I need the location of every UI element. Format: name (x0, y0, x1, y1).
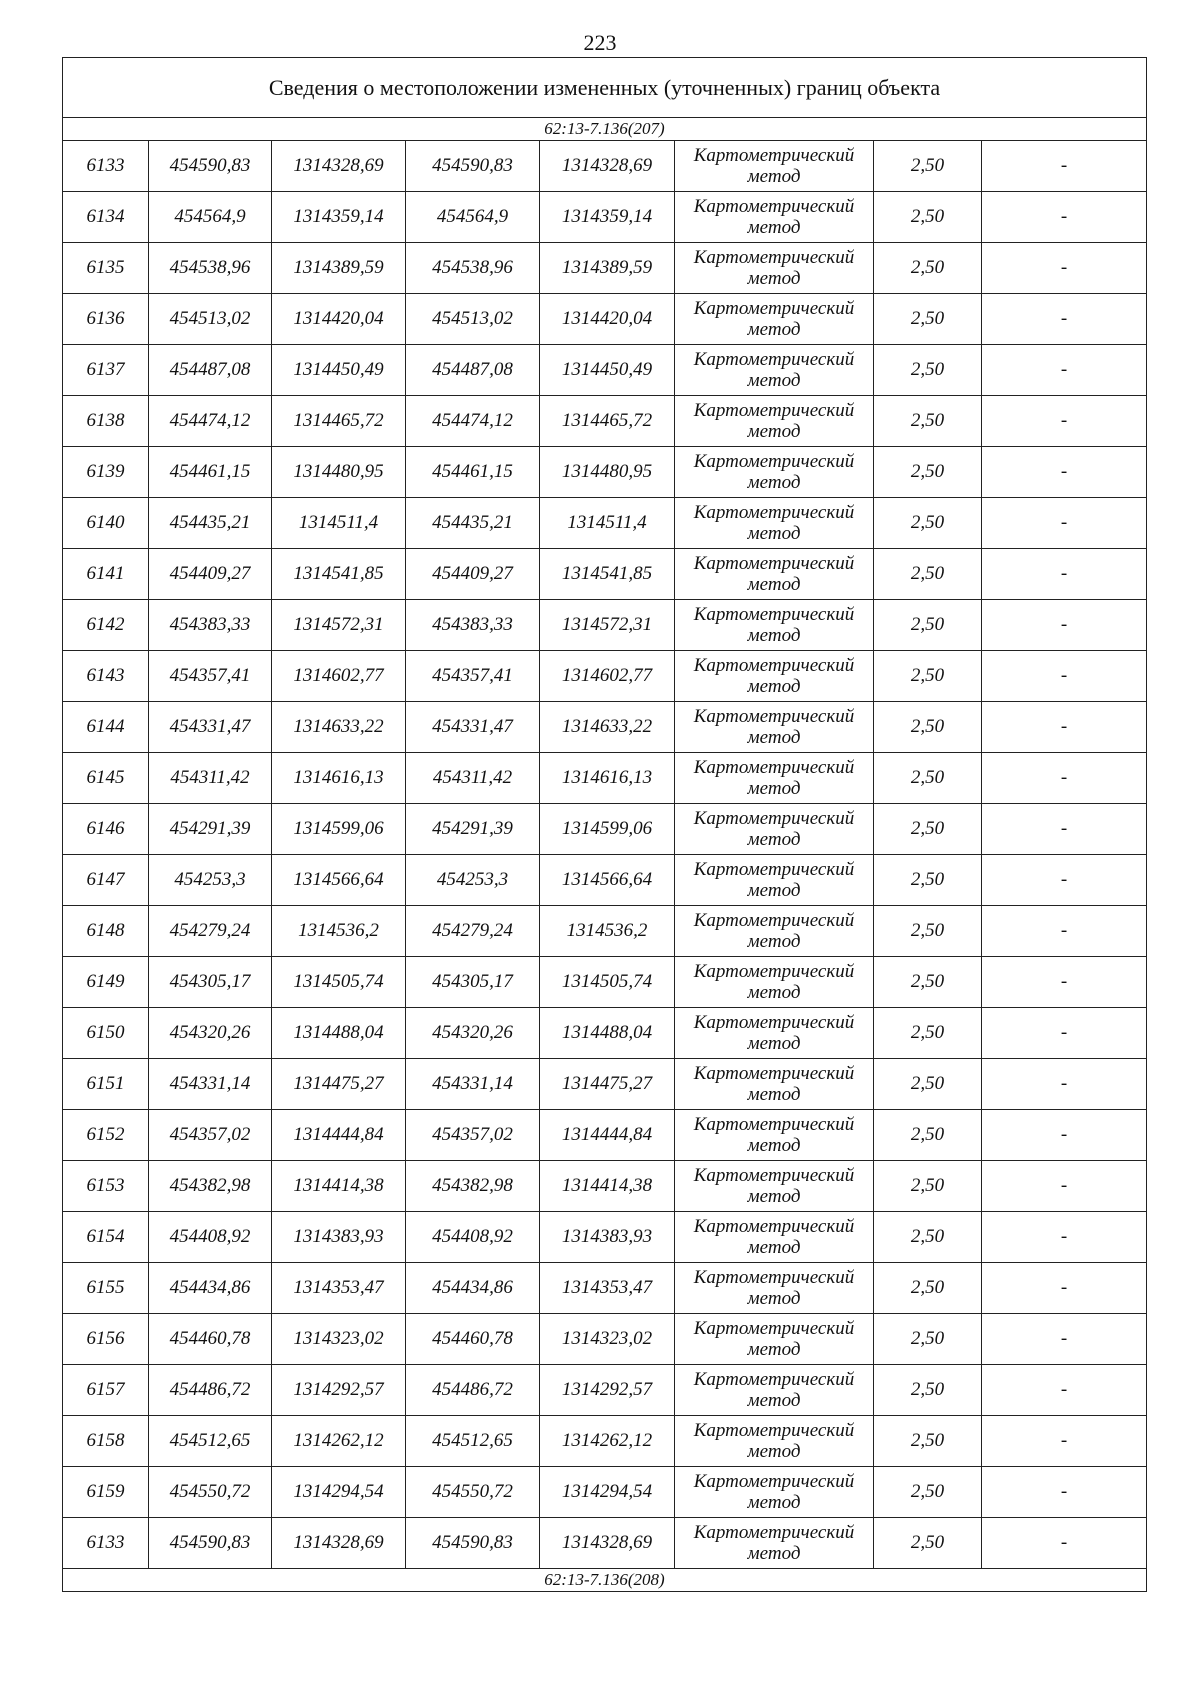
section-footer-row (63, 1569, 1147, 1592)
y-existing-cell: 1314633,22 (272, 702, 406, 753)
y-existing-cell: 1314262,12 (272, 1416, 406, 1467)
section-label-end: 62:13-7.136(208) (63, 1569, 1147, 1592)
x-existing-cell: 454331,14 (149, 1059, 272, 1110)
x-existing-cell: 454331,47 (149, 702, 272, 753)
accuracy-cell: 2,50 (874, 243, 982, 294)
x-existing-cell: 454474,12 (149, 396, 272, 447)
y-existing-cell: 1314541,85 (272, 549, 406, 600)
x-new-cell: 454305,17 (406, 957, 540, 1008)
description-cell: - (982, 192, 1147, 243)
accuracy-cell: 2,50 (874, 1263, 982, 1314)
method-cell: Картометрический метод (675, 498, 874, 549)
y-new-cell: 1314602,77 (540, 651, 675, 702)
x-new-cell: 454253,3 (406, 855, 540, 906)
y-existing-cell: 1314359,14 (272, 192, 406, 243)
method-cell: Картометрический метод (675, 855, 874, 906)
y-new-cell: 1314488,04 (540, 1008, 675, 1059)
y-new-cell: 1314599,06 (540, 804, 675, 855)
y-existing-cell: 1314566,64 (272, 855, 406, 906)
y-existing-cell: 1314616,13 (272, 753, 406, 804)
method-cell: Картометрический метод (675, 957, 874, 1008)
method-cell: Картометрический метод (675, 243, 874, 294)
x-new-cell: 454461,15 (406, 447, 540, 498)
description-cell: - (982, 1008, 1147, 1059)
x-existing-cell: 454513,02 (149, 294, 272, 345)
x-new-cell: 454486,72 (406, 1365, 540, 1416)
description-cell: - (982, 651, 1147, 702)
method-cell: Картометрический метод (675, 1467, 874, 1518)
accuracy-cell: 2,50 (874, 651, 982, 702)
table-row (63, 1467, 1147, 1518)
y-existing-cell: 1314475,27 (272, 1059, 406, 1110)
y-existing-cell: 1314599,06 (272, 804, 406, 855)
table-row (63, 498, 1147, 549)
description-cell: - (982, 1467, 1147, 1518)
accuracy-cell: 2,50 (874, 345, 982, 396)
method-cell: Картометрический метод (675, 192, 874, 243)
x-existing-cell: 454409,27 (149, 549, 272, 600)
y-new-cell: 1314450,49 (540, 345, 675, 396)
accuracy-cell: 2,50 (874, 702, 982, 753)
table-row (63, 1008, 1147, 1059)
method-cell: Картометрический метод (675, 1518, 874, 1569)
x-new-cell: 454513,02 (406, 294, 540, 345)
y-new-cell: 1314633,22 (540, 702, 675, 753)
y-new-cell: 1314480,95 (540, 447, 675, 498)
y-new-cell: 1314383,93 (540, 1212, 675, 1263)
x-existing-cell: 454564,9 (149, 192, 272, 243)
table-row (63, 600, 1147, 651)
y-existing-cell: 1314572,31 (272, 600, 406, 651)
description-cell: - (982, 702, 1147, 753)
x-existing-cell: 454590,83 (149, 1518, 272, 1569)
point-number-cell: 6145 (63, 753, 149, 804)
x-existing-cell: 454461,15 (149, 447, 272, 498)
method-cell: Картометрический метод (675, 549, 874, 600)
point-number-cell: 6138 (63, 396, 149, 447)
method-cell: Картометрический метод (675, 447, 874, 498)
table-row (63, 294, 1147, 345)
section-label-start: 62:13-7.136(207) (63, 118, 1147, 141)
description-cell: - (982, 345, 1147, 396)
table-title-row (63, 58, 1147, 118)
accuracy-cell: 2,50 (874, 1008, 982, 1059)
table-row (63, 1059, 1147, 1110)
table-row (63, 1110, 1147, 1161)
y-new-cell: 1314566,64 (540, 855, 675, 906)
y-new-cell: 1314475,27 (540, 1059, 675, 1110)
table-row (63, 549, 1147, 600)
x-existing-cell: 454590,83 (149, 141, 272, 192)
y-existing-cell: 1314480,95 (272, 447, 406, 498)
accuracy-cell: 2,50 (874, 753, 982, 804)
x-new-cell: 454434,86 (406, 1263, 540, 1314)
description-cell: - (982, 957, 1147, 1008)
method-cell: Картометрический метод (675, 1314, 874, 1365)
x-existing-cell: 454357,02 (149, 1110, 272, 1161)
x-existing-cell: 454434,86 (149, 1263, 272, 1314)
table-row (63, 1518, 1147, 1569)
description-cell: - (982, 804, 1147, 855)
x-new-cell: 454320,26 (406, 1008, 540, 1059)
method-cell: Картометрический метод (675, 651, 874, 702)
y-existing-cell: 1314294,54 (272, 1467, 406, 1518)
method-cell: Картометрический метод (675, 1059, 874, 1110)
description-cell: - (982, 1416, 1147, 1467)
description-cell: - (982, 1212, 1147, 1263)
point-number-cell: 6150 (63, 1008, 149, 1059)
y-existing-cell: 1314414,38 (272, 1161, 406, 1212)
y-new-cell: 1314328,69 (540, 141, 675, 192)
table-title: Сведения о местоположении измененных (уточненных) границ объекта (63, 58, 1147, 118)
x-existing-cell: 454550,72 (149, 1467, 272, 1518)
description-cell: - (982, 498, 1147, 549)
point-number-cell: 6154 (63, 1212, 149, 1263)
y-new-cell: 1314420,04 (540, 294, 675, 345)
table-row (63, 1161, 1147, 1212)
x-new-cell: 454538,96 (406, 243, 540, 294)
x-new-cell: 454291,39 (406, 804, 540, 855)
point-number-cell: 6155 (63, 1263, 149, 1314)
method-cell: Картометрический метод (675, 1008, 874, 1059)
point-number-cell: 6149 (63, 957, 149, 1008)
y-new-cell: 1314294,54 (540, 1467, 675, 1518)
accuracy-cell: 2,50 (874, 192, 982, 243)
point-number-cell: 6146 (63, 804, 149, 855)
accuracy-cell: 2,50 (874, 447, 982, 498)
table-row (63, 243, 1147, 294)
boundary-coordinates-table (62, 57, 1147, 1592)
point-number-cell: 6140 (63, 498, 149, 549)
accuracy-cell: 2,50 (874, 1365, 982, 1416)
y-new-cell: 1314262,12 (540, 1416, 675, 1467)
point-number-cell: 6135 (63, 243, 149, 294)
x-new-cell: 454590,83 (406, 141, 540, 192)
y-new-cell: 1314616,13 (540, 753, 675, 804)
x-existing-cell: 454291,39 (149, 804, 272, 855)
y-new-cell: 1314292,57 (540, 1365, 675, 1416)
x-new-cell: 454311,42 (406, 753, 540, 804)
x-new-cell: 454487,08 (406, 345, 540, 396)
point-number-cell: 6148 (63, 906, 149, 957)
x-new-cell: 454512,65 (406, 1416, 540, 1467)
y-existing-cell: 1314328,69 (272, 141, 406, 192)
y-existing-cell: 1314389,59 (272, 243, 406, 294)
point-number-cell: 6153 (63, 1161, 149, 1212)
table-row (63, 855, 1147, 906)
x-existing-cell: 454253,3 (149, 855, 272, 906)
table-row (63, 396, 1147, 447)
x-existing-cell: 454487,08 (149, 345, 272, 396)
y-new-cell: 1314505,74 (540, 957, 675, 1008)
accuracy-cell: 2,50 (874, 1467, 982, 1518)
table-row (63, 804, 1147, 855)
y-existing-cell: 1314602,77 (272, 651, 406, 702)
x-new-cell: 454331,47 (406, 702, 540, 753)
table-row (63, 651, 1147, 702)
x-existing-cell: 454408,92 (149, 1212, 272, 1263)
accuracy-cell: 2,50 (874, 498, 982, 549)
x-existing-cell: 454383,33 (149, 600, 272, 651)
x-new-cell: 454408,92 (406, 1212, 540, 1263)
y-existing-cell: 1314383,93 (272, 1212, 406, 1263)
point-number-cell: 6137 (63, 345, 149, 396)
y-existing-cell: 1314536,2 (272, 906, 406, 957)
method-cell: Картометрический метод (675, 600, 874, 651)
point-number-cell: 6136 (63, 294, 149, 345)
x-existing-cell: 454486,72 (149, 1365, 272, 1416)
x-new-cell: 454357,41 (406, 651, 540, 702)
y-existing-cell: 1314420,04 (272, 294, 406, 345)
x-new-cell: 454564,9 (406, 192, 540, 243)
description-cell: - (982, 396, 1147, 447)
x-existing-cell: 454357,41 (149, 651, 272, 702)
point-number-cell: 6144 (63, 702, 149, 753)
accuracy-cell: 2,50 (874, 804, 982, 855)
y-existing-cell: 1314444,84 (272, 1110, 406, 1161)
point-number-cell: 6133 (63, 141, 149, 192)
method-cell: Картометрический метод (675, 294, 874, 345)
y-existing-cell: 1314450,49 (272, 345, 406, 396)
x-new-cell: 454460,78 (406, 1314, 540, 1365)
y-new-cell: 1314389,59 (540, 243, 675, 294)
accuracy-cell: 2,50 (874, 294, 982, 345)
x-existing-cell: 454279,24 (149, 906, 272, 957)
y-new-cell: 1314353,47 (540, 1263, 675, 1314)
point-number-cell: 6156 (63, 1314, 149, 1365)
y-new-cell: 1314541,85 (540, 549, 675, 600)
x-existing-cell: 454460,78 (149, 1314, 272, 1365)
point-number-cell: 6159 (63, 1467, 149, 1518)
accuracy-cell: 2,50 (874, 1161, 982, 1212)
y-new-cell: 1314465,72 (540, 396, 675, 447)
table-row (63, 1416, 1147, 1467)
y-new-cell: 1314511,4 (540, 498, 675, 549)
table-row (63, 1314, 1147, 1365)
x-new-cell: 454279,24 (406, 906, 540, 957)
accuracy-cell: 2,50 (874, 1314, 982, 1365)
point-number-cell: 6158 (63, 1416, 149, 1467)
page-number: 223 (583, 30, 617, 55)
x-new-cell: 454474,12 (406, 396, 540, 447)
y-new-cell: 1314359,14 (540, 192, 675, 243)
method-cell: Картометрический метод (675, 1161, 874, 1212)
y-existing-cell: 1314323,02 (272, 1314, 406, 1365)
x-existing-cell: 454538,96 (149, 243, 272, 294)
description-cell: - (982, 753, 1147, 804)
y-new-cell: 1314414,38 (540, 1161, 675, 1212)
point-number-cell: 6152 (63, 1110, 149, 1161)
table-row (63, 447, 1147, 498)
y-existing-cell: 1314353,47 (272, 1263, 406, 1314)
method-cell: Картометрический метод (675, 753, 874, 804)
point-number-cell: 6134 (63, 192, 149, 243)
y-existing-cell: 1314292,57 (272, 1365, 406, 1416)
point-number-cell: 6133 (63, 1518, 149, 1569)
accuracy-cell: 2,50 (874, 1416, 982, 1467)
x-new-cell: 454357,02 (406, 1110, 540, 1161)
table-row (63, 753, 1147, 804)
method-cell: Картометрический метод (675, 345, 874, 396)
accuracy-cell: 2,50 (874, 141, 982, 192)
table-body (63, 58, 1147, 1592)
point-number-cell: 6141 (63, 549, 149, 600)
y-new-cell: 1314323,02 (540, 1314, 675, 1365)
method-cell: Картометрический метод (675, 906, 874, 957)
y-new-cell: 1314572,31 (540, 600, 675, 651)
table-row (63, 1263, 1147, 1314)
x-existing-cell: 454311,42 (149, 753, 272, 804)
description-cell: - (982, 1161, 1147, 1212)
point-number-cell: 6147 (63, 855, 149, 906)
x-new-cell: 454409,27 (406, 549, 540, 600)
accuracy-cell: 2,50 (874, 1110, 982, 1161)
x-new-cell: 454590,83 (406, 1518, 540, 1569)
point-number-cell: 6151 (63, 1059, 149, 1110)
method-cell: Картометрический метод (675, 1110, 874, 1161)
table-row (63, 1212, 1147, 1263)
method-cell: Картометрический метод (675, 1212, 874, 1263)
y-existing-cell: 1314328,69 (272, 1518, 406, 1569)
point-number-cell: 6139 (63, 447, 149, 498)
description-cell: - (982, 141, 1147, 192)
method-cell: Картометрический метод (675, 1365, 874, 1416)
y-existing-cell: 1314488,04 (272, 1008, 406, 1059)
x-existing-cell: 454320,26 (149, 1008, 272, 1059)
method-cell: Картометрический метод (675, 1263, 874, 1314)
description-cell: - (982, 1518, 1147, 1569)
x-existing-cell: 454435,21 (149, 498, 272, 549)
description-cell: - (982, 1365, 1147, 1416)
y-new-cell: 1314536,2 (540, 906, 675, 957)
accuracy-cell: 2,50 (874, 957, 982, 1008)
accuracy-cell: 2,50 (874, 600, 982, 651)
description-cell: - (982, 1059, 1147, 1110)
y-existing-cell: 1314465,72 (272, 396, 406, 447)
description-cell: - (982, 1110, 1147, 1161)
method-cell: Картометрический метод (675, 141, 874, 192)
y-existing-cell: 1314511,4 (272, 498, 406, 549)
y-new-cell: 1314444,84 (540, 1110, 675, 1161)
description-cell: - (982, 855, 1147, 906)
x-new-cell: 454435,21 (406, 498, 540, 549)
x-new-cell: 454331,14 (406, 1059, 540, 1110)
method-cell: Картометрический метод (675, 396, 874, 447)
x-new-cell: 454550,72 (406, 1467, 540, 1518)
table-row (63, 906, 1147, 957)
description-cell: - (982, 294, 1147, 345)
y-new-cell: 1314328,69 (540, 1518, 675, 1569)
description-cell: - (982, 447, 1147, 498)
method-cell: Картометрический метод (675, 1416, 874, 1467)
accuracy-cell: 2,50 (874, 1059, 982, 1110)
description-cell: - (982, 1314, 1147, 1365)
method-cell: Картометрический метод (675, 804, 874, 855)
table-row (63, 345, 1147, 396)
x-existing-cell: 454382,98 (149, 1161, 272, 1212)
table-row (63, 1365, 1147, 1416)
description-cell: - (982, 1263, 1147, 1314)
table-row (63, 141, 1147, 192)
table-row (63, 702, 1147, 753)
x-new-cell: 454382,98 (406, 1161, 540, 1212)
point-number-cell: 6142 (63, 600, 149, 651)
x-new-cell: 454383,33 (406, 600, 540, 651)
section-header-row (63, 118, 1147, 141)
table-row (63, 957, 1147, 1008)
accuracy-cell: 2,50 (874, 1518, 982, 1569)
accuracy-cell: 2,50 (874, 1212, 982, 1263)
description-cell: - (982, 600, 1147, 651)
description-cell: - (982, 243, 1147, 294)
description-cell: - (982, 549, 1147, 600)
accuracy-cell: 2,50 (874, 396, 982, 447)
point-number-cell: 6157 (63, 1365, 149, 1416)
point-number-cell: 6143 (63, 651, 149, 702)
x-existing-cell: 454512,65 (149, 1416, 272, 1467)
method-cell: Картометрический метод (675, 702, 874, 753)
table-row (63, 192, 1147, 243)
accuracy-cell: 2,50 (874, 855, 982, 906)
y-existing-cell: 1314505,74 (272, 957, 406, 1008)
accuracy-cell: 2,50 (874, 906, 982, 957)
accuracy-cell: 2,50 (874, 549, 982, 600)
description-cell: - (982, 906, 1147, 957)
x-existing-cell: 454305,17 (149, 957, 272, 1008)
